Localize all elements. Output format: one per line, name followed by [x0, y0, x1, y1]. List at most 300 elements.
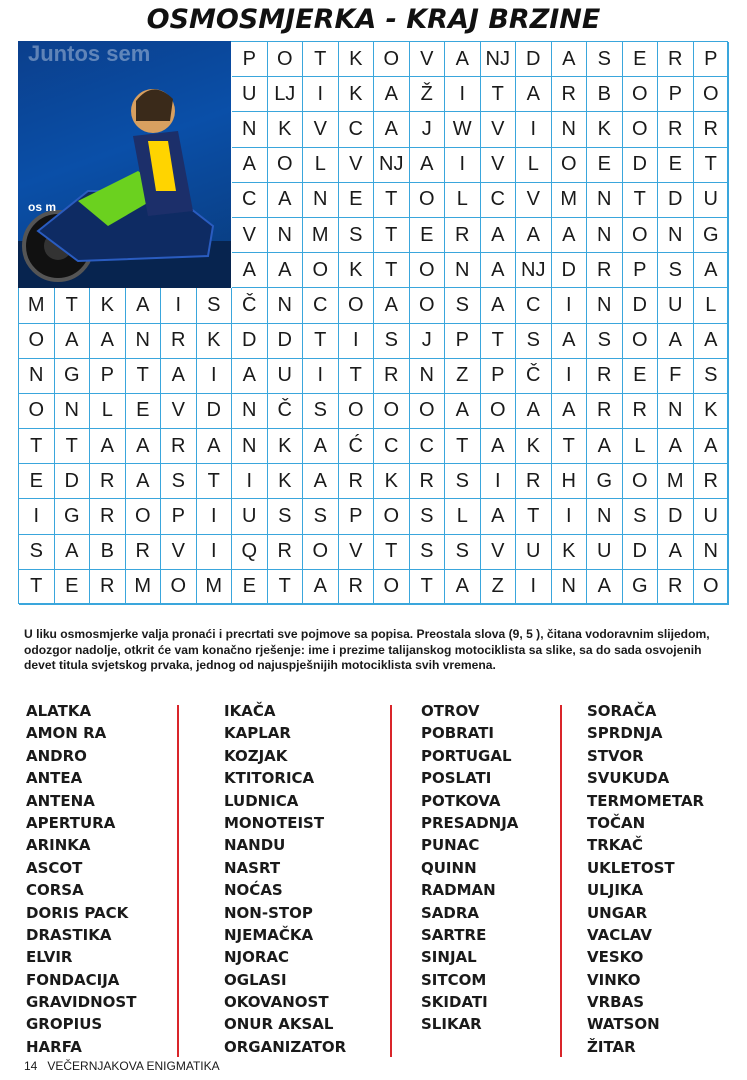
grid-cell: A — [552, 42, 588, 77]
grid-cell: O — [410, 253, 446, 288]
grid-cell: O — [339, 288, 375, 323]
grid-cell: A — [232, 359, 268, 394]
grid-cell: D — [232, 324, 268, 359]
grid-cell: O — [374, 42, 410, 77]
grid-cell: Č — [268, 394, 304, 429]
grid-cell: N — [445, 253, 481, 288]
grid-cell: K — [587, 112, 623, 147]
column-divider — [560, 705, 562, 1057]
grid-cell: U — [516, 535, 552, 570]
word-list-item: SINJAL — [421, 948, 477, 967]
grid-cell: R — [268, 535, 304, 570]
grid-cell: R — [339, 464, 375, 499]
grid-cell: A — [126, 288, 162, 323]
grid-cell: R — [587, 253, 623, 288]
word-list-item: VINKO — [587, 970, 641, 989]
grid-cell: I — [232, 464, 268, 499]
grid-cell: A — [303, 464, 339, 499]
grid-cell: K — [374, 464, 410, 499]
grid-cell: N — [268, 218, 304, 253]
word-list-item: ARINKA — [26, 836, 91, 855]
grid-cell: O — [268, 42, 304, 77]
grid-cell: T — [374, 253, 410, 288]
word-list-item: TERMOMETAR — [587, 791, 705, 810]
grid-cell: O — [19, 324, 55, 359]
column-divider — [390, 705, 392, 1057]
word-list-item: VESKO — [587, 948, 644, 967]
grid-cell: U — [694, 499, 730, 534]
grid-cell: D — [658, 183, 694, 218]
grid-cell: D — [658, 499, 694, 534]
grid-cell: P — [161, 499, 197, 534]
grid-cell: N — [658, 218, 694, 253]
grid-cell: N — [587, 183, 623, 218]
grid-cell: C — [232, 183, 268, 218]
grid-cell: U — [268, 359, 304, 394]
grid-cell: P — [481, 359, 517, 394]
grid-cell: A — [445, 394, 481, 429]
word-list-item: SVUKUDA — [587, 769, 670, 788]
grid-cell: R — [410, 464, 446, 499]
grid-cell: A — [481, 253, 517, 288]
grid-cell: V — [161, 535, 197, 570]
grid-cell: A — [516, 218, 552, 253]
grid-cell: O — [623, 464, 659, 499]
grid-cell: K — [516, 429, 552, 464]
grid-cell: N — [694, 535, 730, 570]
word-list-column-4 — [587, 700, 704, 1058]
instructions-text: U liku osmosmjerke valja pronaći i precrtati sve pojmove sa popisa. Preostala slova (9, 5 ), čitana vodoravnim slijedom, odozgor nadolje, otkrit će vam konačno rješenje: ime i prezime talijanskog motociklista sa slike, sa do sada osvojenih devet titula svjetskog prvaka, jednog od najuspješnijih motociklista svih vremena. — [24, 627, 710, 672]
word-list-item: MONOTEIST — [224, 813, 325, 832]
grid-cell: A — [268, 183, 304, 218]
grid-cell: O — [481, 394, 517, 429]
grid-cell: O — [374, 499, 410, 534]
grid-cell: N — [587, 288, 623, 323]
grid-cell: I — [445, 77, 481, 112]
grid-cell: Q — [232, 535, 268, 570]
word-list-item: KAPLAR — [224, 724, 291, 743]
grid-cell: J — [410, 324, 446, 359]
grid-cell: A — [161, 359, 197, 394]
word-list-item: NANDU — [224, 836, 286, 855]
grid-cell: M — [303, 218, 339, 253]
grid-cell: A — [694, 324, 730, 359]
grid-cell: T — [55, 288, 91, 323]
grid-cell: D — [55, 464, 91, 499]
grid-cell: N — [587, 218, 623, 253]
grid-cell: P — [694, 42, 730, 77]
grid-cell: R — [339, 570, 375, 605]
grid-cell: O — [19, 394, 55, 429]
word-list-item: ANDRO — [26, 746, 87, 765]
grid-cell: A — [303, 570, 339, 605]
grid-cell: R — [658, 112, 694, 147]
grid-cell: U — [694, 183, 730, 218]
grid-cell: O — [694, 77, 730, 112]
grid-cell: C — [410, 429, 446, 464]
grid-cell: G — [55, 499, 91, 534]
grid-cell: A — [516, 394, 552, 429]
grid-cell: N — [19, 359, 55, 394]
grid-cell: R — [161, 324, 197, 359]
grid-cell: E — [658, 148, 694, 183]
grid-cell: C — [339, 112, 375, 147]
grid-cell: NJ — [481, 42, 517, 77]
grid-cell: T — [19, 570, 55, 605]
grid-cell: S — [410, 535, 446, 570]
word-list-item: ONUR AKSAL — [224, 1015, 334, 1034]
grid-cell: R — [658, 570, 694, 605]
grid-cell: O — [374, 394, 410, 429]
word-list-item: UKLETOST — [587, 858, 675, 877]
grid-cell: Č — [516, 359, 552, 394]
grid-cell: T — [374, 183, 410, 218]
grid-cell: M — [19, 288, 55, 323]
word-list-item: SKIDATI — [421, 993, 488, 1012]
grid-cell: K — [339, 253, 375, 288]
grid-cell: D — [516, 42, 552, 77]
grid-cell: L — [623, 429, 659, 464]
word-list-item: VACLAV — [587, 925, 652, 944]
grid-cell: N — [410, 359, 446, 394]
grid-cell: T — [303, 324, 339, 359]
page-footer — [24, 1059, 220, 1073]
grid-cell: I — [516, 570, 552, 605]
grid-cell: L — [445, 499, 481, 534]
svg-text:os m: os m — [28, 200, 57, 214]
grid-cell: K — [339, 77, 375, 112]
grid-cell: E — [623, 42, 659, 77]
grid-cell: D — [268, 324, 304, 359]
grid-cell: V — [516, 183, 552, 218]
grid-cell: NJ — [374, 148, 410, 183]
grid-cell: T — [197, 464, 233, 499]
grid-cell: A — [694, 253, 730, 288]
grid-cell: Ž — [410, 77, 446, 112]
grid-cell: T — [19, 429, 55, 464]
grid-cell: A — [481, 288, 517, 323]
word-list-item: POBRATI — [421, 724, 494, 743]
grid-cell: C — [374, 429, 410, 464]
grid-cell: B — [90, 535, 126, 570]
grid-cell: A — [587, 570, 623, 605]
grid-cell: I — [481, 464, 517, 499]
grid-cell: I — [19, 499, 55, 534]
grid-cell: G — [55, 359, 91, 394]
grid-cell: R — [161, 429, 197, 464]
grid-cell: N — [268, 288, 304, 323]
grid-cell: R — [90, 499, 126, 534]
word-list-item: IKAČA — [224, 702, 276, 720]
grid-cell: N — [232, 394, 268, 429]
word-list-item: GROPIUS — [26, 1015, 103, 1034]
grid-cell: Z — [445, 359, 481, 394]
grid-cell: T — [126, 359, 162, 394]
grid-cell: D — [623, 288, 659, 323]
grid-cell: S — [445, 464, 481, 499]
grid-cell: V — [481, 148, 517, 183]
grid-cell: T — [374, 218, 410, 253]
grid-cell: U — [232, 77, 268, 112]
grid-cell: O — [623, 218, 659, 253]
word-list-item: ANTEA — [26, 769, 83, 788]
word-list-item: DRASTIKA — [26, 925, 112, 944]
grid-cell: K — [268, 112, 304, 147]
grid-cell: D — [623, 148, 659, 183]
grid-cell: E — [19, 464, 55, 499]
grid-cell: R — [445, 218, 481, 253]
motorcycle-illustration — [18, 41, 231, 288]
grid-cell: D — [623, 535, 659, 570]
grid-cell: I — [552, 499, 588, 534]
word-list-item: ORGANIZATOR — [224, 1037, 347, 1056]
grid-cell: E — [587, 148, 623, 183]
word-list-item: OGLASI — [224, 970, 287, 989]
word-list-item: HARFA — [26, 1037, 82, 1056]
grid-cell: O — [339, 394, 375, 429]
word-list-item: GRAVIDNOST — [26, 993, 137, 1012]
word-list-item: SORAČA — [587, 702, 657, 720]
word-list-item: PORTUGAL — [421, 746, 512, 765]
grid-cell: E — [339, 183, 375, 218]
grid-cell: L — [90, 394, 126, 429]
grid-cell: O — [694, 570, 730, 605]
grid-cell: C — [303, 288, 339, 323]
word-list-item: NJEMAČKA — [224, 925, 314, 944]
grid-cell: K — [268, 464, 304, 499]
grid-cell: P — [232, 42, 268, 77]
grid-cell: A — [55, 324, 91, 359]
grid-cell: T — [445, 429, 481, 464]
grid-cell: G — [623, 570, 659, 605]
grid-cell: A — [552, 218, 588, 253]
grid-cell: A — [481, 499, 517, 534]
grid-cell: A — [374, 288, 410, 323]
grid-cell: O — [161, 570, 197, 605]
word-list-item: APERTURA — [26, 813, 116, 832]
word-list-item: ALATKA — [26, 702, 92, 720]
grid-cell: R — [552, 77, 588, 112]
grid-cell: C — [516, 288, 552, 323]
grid-cell: S — [623, 499, 659, 534]
word-list-item: ASCOT — [26, 858, 83, 877]
grid-cell: I — [445, 148, 481, 183]
word-list-item: SPRDNJA — [587, 724, 663, 743]
grid-cell: T — [268, 570, 304, 605]
grid-cell: R — [516, 464, 552, 499]
grid-cell: W — [445, 112, 481, 147]
grid-cell: O — [303, 535, 339, 570]
grid-cell: A — [445, 570, 481, 605]
grid-cell: K — [268, 429, 304, 464]
grid-cell: V — [339, 535, 375, 570]
grid-cell: Z — [481, 570, 517, 605]
word-list-item: VRBAS — [587, 993, 645, 1012]
word-list-column-2 — [224, 700, 346, 1058]
word-list-item: POSLATI — [421, 769, 492, 788]
grid-cell: P — [339, 499, 375, 534]
word-list-item: NASRT — [224, 858, 281, 877]
word-list-item: KOZJAK — [224, 746, 288, 765]
grid-cell: M — [658, 464, 694, 499]
grid-cell: A — [694, 429, 730, 464]
grid-cell: I — [552, 359, 588, 394]
grid-cell: O — [623, 112, 659, 147]
word-list-item: UNGAR — [587, 903, 648, 922]
grid-cell: I — [197, 499, 233, 534]
grid-cell: V — [481, 112, 517, 147]
grid-cell: T — [694, 148, 730, 183]
grid-cell: S — [516, 324, 552, 359]
grid-cell: K — [552, 535, 588, 570]
grid-cell: O — [126, 499, 162, 534]
word-list-item: AMON RA — [26, 724, 107, 743]
word-list-item: SITCOM — [421, 970, 487, 989]
grid-cell: C — [481, 183, 517, 218]
grid-cell: N — [552, 570, 588, 605]
grid-cell: A — [658, 429, 694, 464]
grid-cell: A — [90, 429, 126, 464]
grid-cell: S — [19, 535, 55, 570]
word-list-item: SADRA — [421, 903, 480, 922]
word-list-item: OKOVANOST — [224, 993, 329, 1012]
grid-cell: I — [552, 288, 588, 323]
grid-cell: A — [126, 464, 162, 499]
grid-cell: E — [410, 218, 446, 253]
grid-cell: O — [623, 324, 659, 359]
grid-cell: N — [303, 183, 339, 218]
word-list-item: PUNAC — [421, 836, 480, 855]
grid-cell: I — [161, 288, 197, 323]
grid-cell: U — [658, 288, 694, 323]
word-list-item: TOČAN — [587, 813, 646, 832]
grid-cell: R — [90, 464, 126, 499]
grid-cell: T — [552, 429, 588, 464]
grid-cell: U — [232, 499, 268, 534]
grid-cell: N — [55, 394, 91, 429]
word-list-item: KTITORICA — [224, 769, 315, 788]
grid-cell: U — [587, 535, 623, 570]
grid-cell: T — [481, 77, 517, 112]
grid-cell: K — [694, 394, 730, 429]
grid-cell: NJ — [516, 253, 552, 288]
grid-cell: A — [303, 429, 339, 464]
grid-cell: D — [197, 394, 233, 429]
grid-cell: S — [587, 324, 623, 359]
page-number: 14 — [24, 1059, 38, 1073]
grid-cell: A — [481, 218, 517, 253]
grid-cell: R — [694, 112, 730, 147]
grid-cell: R — [374, 359, 410, 394]
grid-cell: E — [126, 394, 162, 429]
word-list-item: CORSA — [26, 881, 84, 900]
grid-cell: LJ — [268, 77, 304, 112]
grid-cell: R — [587, 394, 623, 429]
word-list-item: STVOR — [587, 746, 644, 765]
grid-cell: O — [410, 183, 446, 218]
grid-cell: E — [55, 570, 91, 605]
word-list-item: ELVIR — [26, 948, 73, 967]
word-list-item: FONDACIJA — [26, 970, 120, 989]
word-list-item: ANTENA — [26, 791, 95, 810]
grid-cell: A — [374, 77, 410, 112]
grid-cell: A — [481, 429, 517, 464]
grid-cell: D — [552, 253, 588, 288]
grid-cell: S — [197, 288, 233, 323]
grid-cell: T — [55, 429, 91, 464]
grid-cell: I — [516, 112, 552, 147]
grid-cell: J — [410, 112, 446, 147]
grid-cell: A — [232, 148, 268, 183]
word-list-item: POTKOVA — [421, 791, 501, 810]
grid-cell: A — [55, 535, 91, 570]
grid-cell: V — [410, 42, 446, 77]
grid-cell: R — [658, 42, 694, 77]
word-list-item: PRESADNJA — [421, 813, 519, 832]
grid-cell: T — [374, 535, 410, 570]
grid-cell: A — [90, 324, 126, 359]
word-list-item: ULJIKA — [587, 881, 644, 900]
grid-cell: G — [694, 218, 730, 253]
grid-cell: O — [623, 77, 659, 112]
grid-cell: S — [410, 499, 446, 534]
grid-cell: N — [126, 324, 162, 359]
word-list-item: DORIS PACK — [26, 903, 129, 922]
grid-cell: T — [410, 570, 446, 605]
word-list-column-3 — [421, 700, 518, 1036]
word-list-item: NJORAC — [224, 948, 290, 967]
grid-cell: T — [481, 324, 517, 359]
grid-cell: I — [197, 359, 233, 394]
grid-cell: O — [303, 253, 339, 288]
grid-cell: L — [516, 148, 552, 183]
grid-cell: E — [623, 359, 659, 394]
grid-cell: P — [445, 324, 481, 359]
grid-cell: T — [623, 183, 659, 218]
grid-cell: L — [694, 288, 730, 323]
grid-cell: R — [90, 570, 126, 605]
grid-cell: N — [232, 112, 268, 147]
grid-cell: K — [339, 42, 375, 77]
grid-cell: A — [552, 394, 588, 429]
grid-cell: S — [303, 394, 339, 429]
grid-cell: V — [303, 112, 339, 147]
grid-cell: S — [445, 535, 481, 570]
grid-cell: I — [197, 535, 233, 570]
grid-cell: N — [658, 394, 694, 429]
column-divider — [177, 705, 179, 1057]
grid-cell: R — [694, 464, 730, 499]
word-list-item: NON-STOP — [224, 903, 313, 922]
grid-cell: N — [552, 112, 588, 147]
grid-cell: M — [126, 570, 162, 605]
grid-cell: S — [268, 499, 304, 534]
word-list-item: TRKAČ — [587, 836, 644, 855]
grid-cell: O — [410, 288, 446, 323]
grid-cell: S — [694, 359, 730, 394]
grid-cell: V — [161, 394, 197, 429]
word-list-item: RADMAN — [421, 881, 496, 900]
grid-cell: S — [339, 218, 375, 253]
photo-banner-text: Juntos sem — [28, 41, 151, 66]
grid-cell: P — [623, 253, 659, 288]
grid-cell: S — [374, 324, 410, 359]
publication-name: VEČERNJAKOVA ENIGMATIKA — [47, 1059, 220, 1073]
grid-cell: T — [516, 499, 552, 534]
grid-cell: M — [552, 183, 588, 218]
grid-cell: A — [374, 112, 410, 147]
grid-cell: G — [587, 464, 623, 499]
